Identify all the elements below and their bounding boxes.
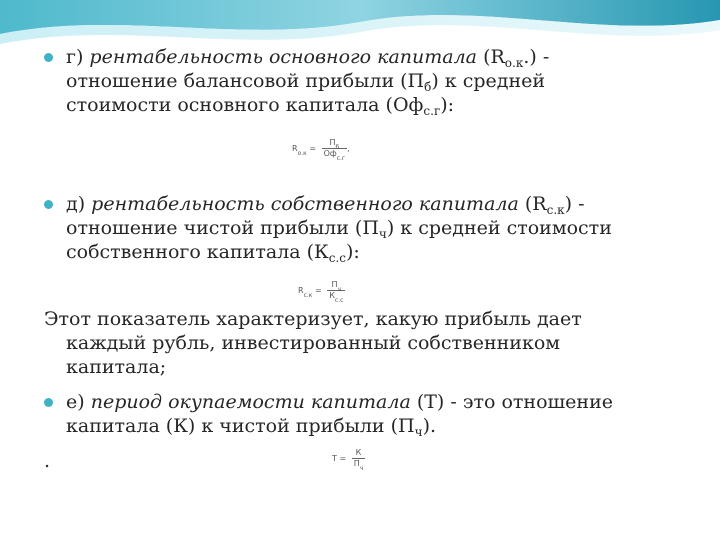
bullet-icon [44, 200, 53, 209]
formula-e: Т = $\frac{К}{П_ч}$ [332, 448, 364, 472]
slide-content: г) рентабельность основного капитала $(R_{о.к}.)$ - отношение балансовой прибыли $(П_б)$ к средней стоимости основного капитала $(Оф_{с.г})$: $R_{о.к}$ = $\frac{П_б}{Оф_{с.г}}$ , д) рентабельность собственного капитала $(R_{с.к})$ - отношение чистой прибыли $(П_ч)$ к средней стоимости собственного капитала $(К_{с.с})$: $R_{с.к}$ = $\frac{П_ч}{К_{с.с}}$ Этот показатель характеризует, какую прибыль дает каждый рубль, инвестированный собственником капитала; е) период окупаемости капитала (Т) - это отношение капитала (К) к чистой прибыли $(П_ч)$. Т = $\frac{К}{П_ч}$ . [44, 46, 613, 472]
explanation-paragraph: Этот показатель характеризует, какую прибыль дает каждый рубль, инвестированный собственником капитала; [44, 308, 582, 378]
trailing-dot: . [44, 450, 51, 472]
formula-d: $R_{с.к}$ = $\frac{П_ч}{К_{с.с}}$ [298, 280, 344, 304]
bullet-icon [44, 398, 53, 407]
bullet-icon [44, 53, 53, 62]
item-term: рентабельность основного капитала [89, 46, 478, 68]
item-marker: г) [66, 46, 84, 68]
formula-g: $R_{о.к}$ = $\frac{П_б}{Оф_{с.г}}$ , [292, 138, 350, 162]
